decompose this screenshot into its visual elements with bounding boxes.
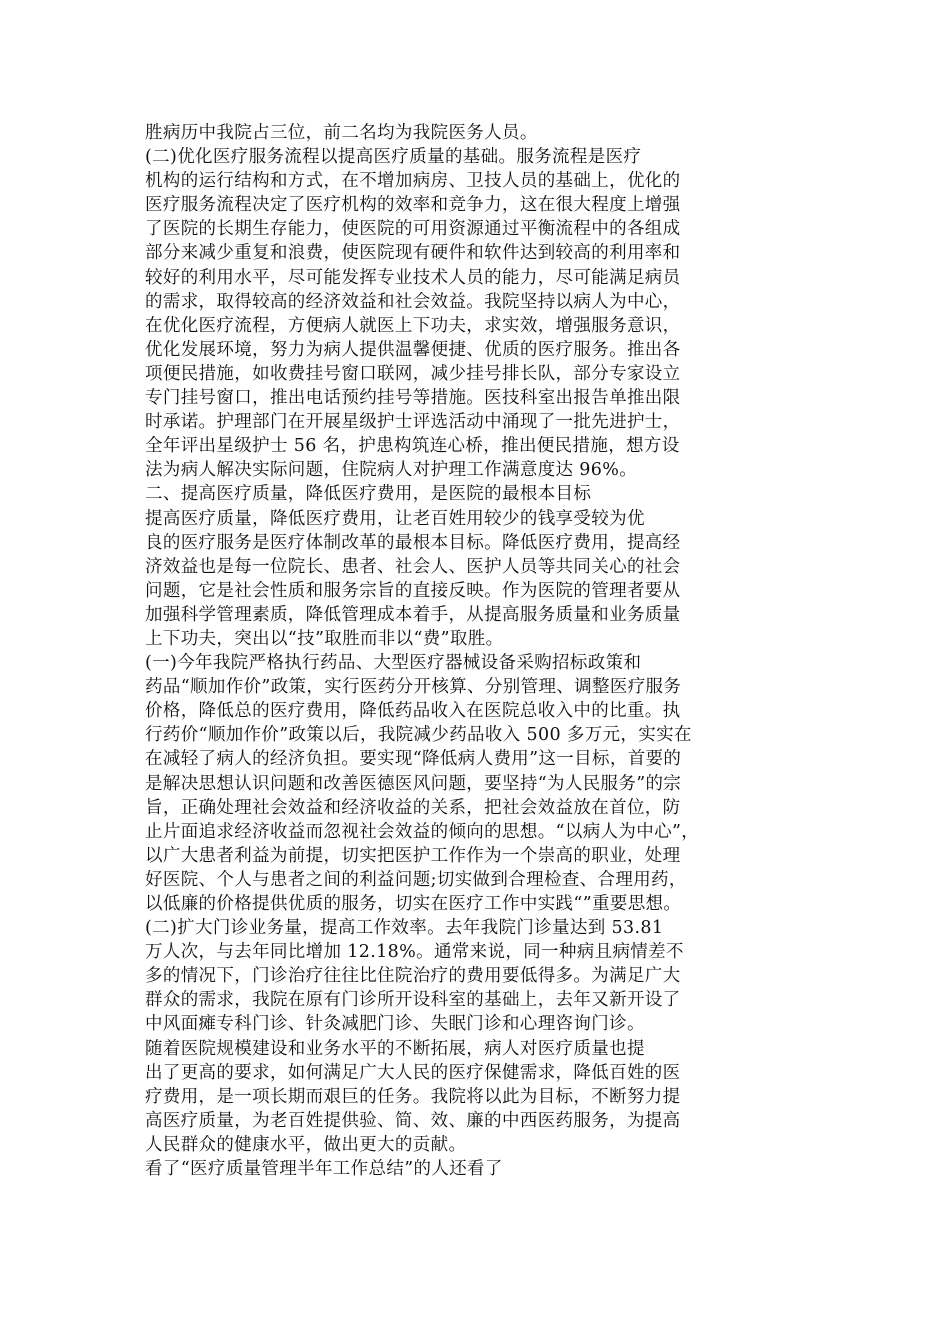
text-line: 人民群众的健康水平，做出更大的贡献。 [145, 1134, 467, 1155]
text-line: (一)今年我院严格执行药品、大型医疗器械设备采购招标政策和 [145, 653, 642, 674]
text-line: 法为病人解决实际问题，住院病人对护理工作满意度达 96%。 [145, 460, 638, 481]
text-line: 疗费用，是一项长期而艰巨的任务。我院将以此为目标，不断努力提 [145, 1086, 681, 1107]
document-body [145, 121, 805, 1181]
text-line: 部分来减少重复和浪费，使医院现有硬件和软件达到较高的利用率和 [145, 243, 681, 264]
text-line: 以低廉的价格提供优质的服务，切实在医疗工作中实践“”重要思想。 [145, 894, 682, 914]
text-line: 机构的运行结构和方式，在不增加病房、卫技人员的基础上，优化的 [145, 171, 681, 192]
text-line: 在优化医疗流程，方便病人就医上下功夫，求实效，增强服务意识， [145, 315, 681, 336]
text-line: 问题，它是社会性质和服务宗旨的直接反映。作为医院的管理者要从 [145, 580, 681, 601]
text-line: 加强科学管理素质，降低管理成本着手，从提高服务质量和业务质量 [145, 604, 681, 625]
text-line: 中风面瘫专科门诊、针灸减肥门诊、失眠门诊和心理咨询门诊。 [145, 1014, 645, 1035]
text-line: 较好的利用水平，尽可能发挥专业技术人员的能力，尽可能满足病员 [145, 267, 681, 288]
text-line: 在减轻了病人的经济负担。要实现“降低病人费用”这一目标，首要的 [145, 749, 682, 770]
text-line: 良的医疗服务是医疗体制改革的最根本目标。降低医疗费用，提高经 [145, 532, 681, 553]
text-line: 价格，降低总的医疗费用，降低药品收入在医院总收入中的比重。执 [145, 701, 681, 722]
text-line: 随着医院规模建设和业务水平的不断拓展，病人对医疗质量也提 [145, 1038, 645, 1059]
text-line: 优化发展环境，努力为病人提供温馨便捷、优质的医疗服务。推出各 [145, 339, 681, 360]
text-line: 济效益也是每一位院长、患者、社会人、医护人员等共同关心的社会 [145, 556, 681, 577]
text-line: 药品“顺加作价”政策，实行医药分开核算、分别管理、调整医疗服务 [145, 677, 682, 698]
text-line: 项便民措施，如收费挂号窗口联网，减少挂号排长队，部分专家设立 [145, 363, 681, 384]
text-line: 是解决思想认识问题和改善医德医风问题，要坚持“为人民服务”的宗 [145, 773, 682, 794]
text-line: 行药价“顺加作价”政策以后，我院减少药品收入 500 多万元，实实在 [145, 725, 692, 746]
text-line: 旨，正确处理社会效益和经济收益的关系，把社会效益放在首位，防 [145, 797, 681, 818]
text-line: 万人次，与去年同比增加 12.18%。通常来说，同一种病且病情差不 [145, 942, 684, 963]
related-articles-heading: 看了“医疗质量管理半年工作总结”的人还看了 [145, 1159, 503, 1180]
text-line: 胜病历中我院占三位，前二名均为我院医务人员。 [145, 123, 538, 143]
text-line: 群众的需求，我院在原有门诊所开设科室的基础上，去年又新开设了 [145, 990, 681, 1011]
text-line: 的需求，取得较高的经济效益和社会效益。我院坚持以病人为中心， [145, 291, 681, 312]
text-line: 提高医疗质量，降低医疗费用，让老百姓用较少的钱享受较为优 [145, 508, 645, 529]
text-line: 出了更高的要求，如何满足广大人民的医疗保健需求，降低百姓的医 [145, 1062, 681, 1083]
text-line: (二)优化医疗服务流程以提高医疗质量的基础。服务流程是医疗 [145, 147, 642, 168]
text-line: 全年评出星级护士 56 名，护患构筑连心桥，推出便民措施，想方设 [145, 436, 680, 457]
text-line: 多的情况下，门诊治疗往往比住院治疗的费用要低得多。为满足广大 [145, 966, 681, 987]
text-line: 好医院、个人与患者之间的利益问题;切实做到合理检查、合理用药， [145, 869, 687, 890]
text-line: 上下功夫，突出以“技”取胜而非以“费”取胜。 [145, 628, 504, 649]
text-line: 止片面追求经济收益而忽视社会效益的倾向的思想。“以病人为中心”， [145, 821, 700, 842]
text-line: 专门挂号窗口，推出电话预约挂号等措施。医技科室出报告单推出限 [145, 388, 681, 409]
text-line: 时承诺。护理部门在开展星级护士评选活动中涌现了一批先进护士， [145, 412, 681, 433]
text-line: 医疗服务流程决定了医疗机构的效率和竞争力，这在很大程度上增强 [145, 195, 681, 216]
text-line: 以广大患者利益为前提，切实把医护工作作为一个崇高的职业，处理 [145, 845, 681, 866]
text-line: (二)扩大门诊业务量，提高工作效率。去年我院门诊量达到 53.81 [145, 918, 664, 939]
text-line: 了医院的长期生存能力，使医院的可用资源通过平衡流程中的各组成 [145, 219, 681, 240]
section-heading: 二、提高医疗质量，降低医疗费用，是医院的最根本目标 [145, 484, 592, 505]
text-line: 高医疗质量，为老百姓提供验、简、效、廉的中西医药服务，为提高 [145, 1110, 681, 1131]
